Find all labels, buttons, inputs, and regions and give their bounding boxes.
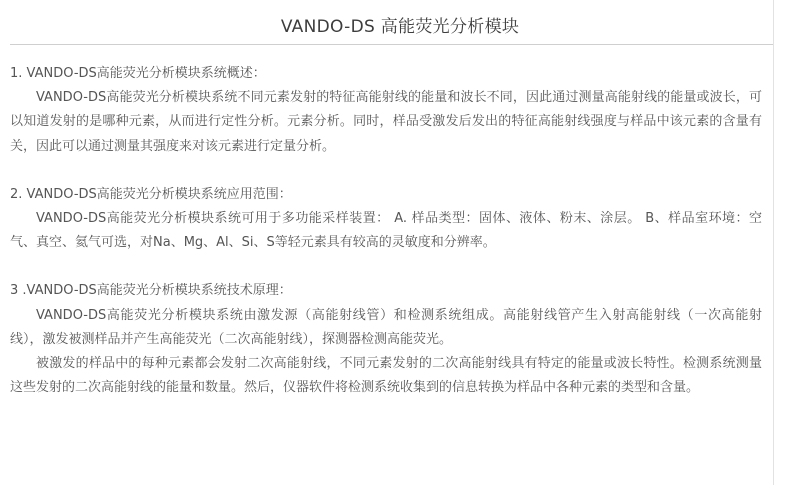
page-title: VANDO-DS 高能荧光分析模块 bbox=[280, 17, 520, 37]
title-divider bbox=[10, 44, 773, 45]
paragraph: 被激发的样品中的每种元素都会发射二次高能射线，不同元素发射的二次高能射线具有特定的能量或波长特性。检测系统测量这些发射的二次高能射线的能量和数量。然后，仪器软件将检测系统收集到的信息转换为样品中各种元素的类型和含量。 bbox=[10, 356, 762, 396]
section-overview bbox=[10, 62, 762, 159]
right-border-line bbox=[773, 0, 774, 485]
section-application-scope bbox=[10, 183, 762, 256]
section-heading: 1. VANDO-DS高能荧光分析模块系统概述： bbox=[10, 66, 266, 81]
section-heading: 2. VANDO-DS高能荧光分析模块系统应用范围： bbox=[10, 186, 292, 202]
section-heading: 3 .VANDO-DS高能荧光分析模块系统技术原理： bbox=[10, 283, 292, 299]
paragraph: VANDO-DS高能荧光分析模块系统可用于多功能采样装置： A. 样品类型：固体、液体、粉末、涂层。 B、样品室环境：空气、真空、氦气可选，对Na、Mg、Al、Si、S等轻元素具有较高的灵敏度和分辨率。 bbox=[10, 211, 762, 251]
paragraph: VANDO-DS高能荧光分析模块系统由激发源（高能射线管）和检测系统组成。高能射线管产生入射高能射线（一次高能射线），激发被测样品并产生高能荧光（二次高能射线），探测器检测高能荧光。 bbox=[10, 307, 762, 347]
article-content bbox=[10, 62, 762, 424]
section-technical-principle bbox=[10, 279, 762, 400]
paragraph: VANDO-DS高能荧光分析模块系统不同元素发射的特征高能射线的能量和波长不同，因此通过测量高能射线的能量或波长，可以知道发射的是哪种元素，从而进行定性分析。元素分析。同时，样品受激发后发出的特征高能射线强度与样品中该元素的含量有关，因此可以通过测量其强度来对该元素进行定量分析。 bbox=[10, 90, 762, 154]
